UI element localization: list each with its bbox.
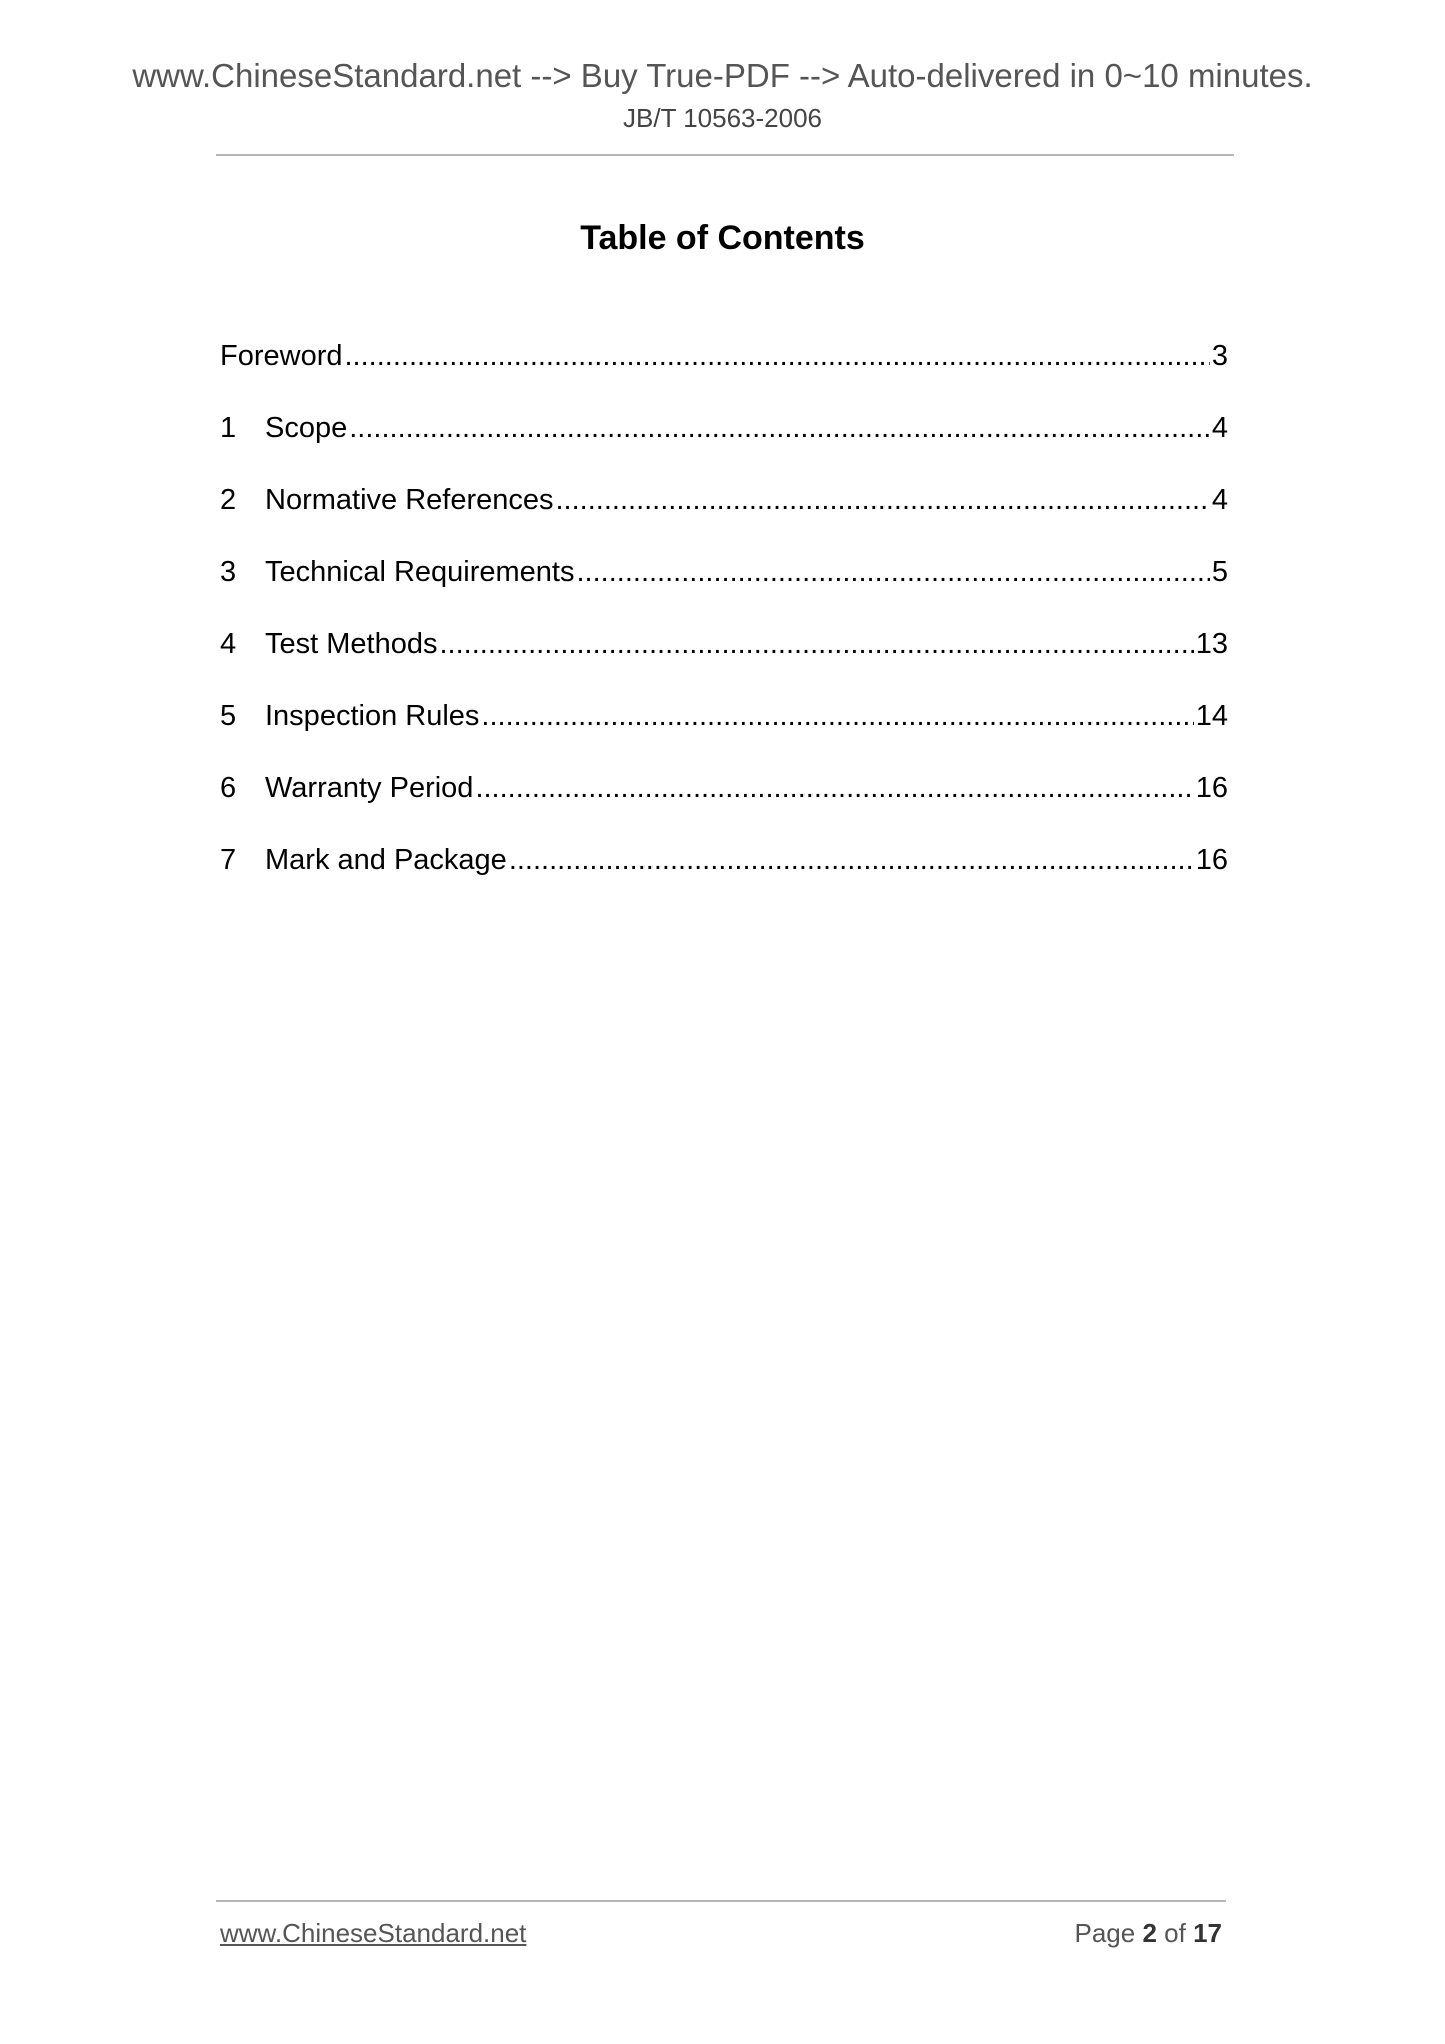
toc-entry-number: 7 [220, 844, 237, 876]
toc-entry-page: 3 [1211, 340, 1228, 372]
toc-entry-label: Mark and Package [265, 844, 507, 876]
toc-entry-number: 2 [220, 484, 237, 516]
dot-leader [349, 408, 1210, 448]
toc-entry-number: 3 [220, 556, 237, 588]
dot-leader [576, 552, 1209, 592]
toc-entry-number: 5 [220, 700, 237, 732]
toc-entry-page: 4 [1211, 412, 1228, 444]
footer-divider [216, 1900, 1226, 1902]
toc-entry-page: 13 [1195, 628, 1228, 660]
total-page-count: 17 [1193, 1918, 1222, 1948]
dot-leader [509, 840, 1194, 880]
toc-title: Table of Contents [580, 219, 865, 257]
document-code: JB/T 10563-2006 [623, 103, 822, 133]
toc-entry-scope[interactable] [220, 408, 1228, 480]
toc-entry-page: 4 [1211, 484, 1228, 516]
toc-entry-label: Scope [265, 412, 348, 444]
dot-leader [481, 696, 1193, 736]
dot-leader [439, 624, 1193, 664]
toc-entry-warranty-period[interactable] [220, 768, 1228, 840]
page-word: Page [1074, 1918, 1136, 1948]
toc-entry-test-methods[interactable] [220, 624, 1228, 696]
dot-leader [556, 480, 1210, 520]
toc-entry-normative-references[interactable] [220, 480, 1228, 552]
dot-leader [345, 336, 1210, 376]
toc-entry-label: Normative References [265, 484, 554, 516]
header-divider [216, 154, 1234, 156]
toc-entry-page: 16 [1195, 772, 1228, 804]
toc-entry-label: Warranty Period [265, 772, 474, 804]
toc-entry-number: 4 [220, 628, 237, 660]
toc-entry-page: 5 [1211, 556, 1228, 588]
toc-entry-foreword[interactable] [220, 336, 1228, 408]
toc-entry-label: Technical Requirements [265, 556, 575, 588]
toc-entry-label: Test Methods [265, 628, 438, 660]
toc-entry-page: 14 [1195, 700, 1228, 732]
toc-entry-label: Inspection Rules [265, 700, 480, 732]
toc-entry-number: 1 [220, 412, 237, 444]
current-page-number: 2 [1142, 1918, 1157, 1948]
toc-entry-technical-requirements[interactable] [220, 552, 1228, 624]
page-of-word: of [1164, 1918, 1186, 1948]
dot-leader [475, 768, 1193, 808]
toc-entry-page: 16 [1195, 844, 1228, 876]
page-indicator [1074, 1916, 1222, 1950]
footer-website-link[interactable]: www.ChineseStandard.net [220, 1918, 527, 1948]
table-of-contents [220, 336, 1228, 912]
toc-entry-mark-and-package[interactable] [220, 840, 1228, 912]
toc-entry-label: Foreword [220, 340, 343, 372]
site-banner: www.ChineseStandard.net --> Buy True-PDF --> Auto-delivered in 0~10 minutes. [132, 57, 1313, 94]
toc-entry-inspection-rules[interactable] [220, 696, 1228, 768]
toc-entry-number: 6 [220, 772, 237, 804]
